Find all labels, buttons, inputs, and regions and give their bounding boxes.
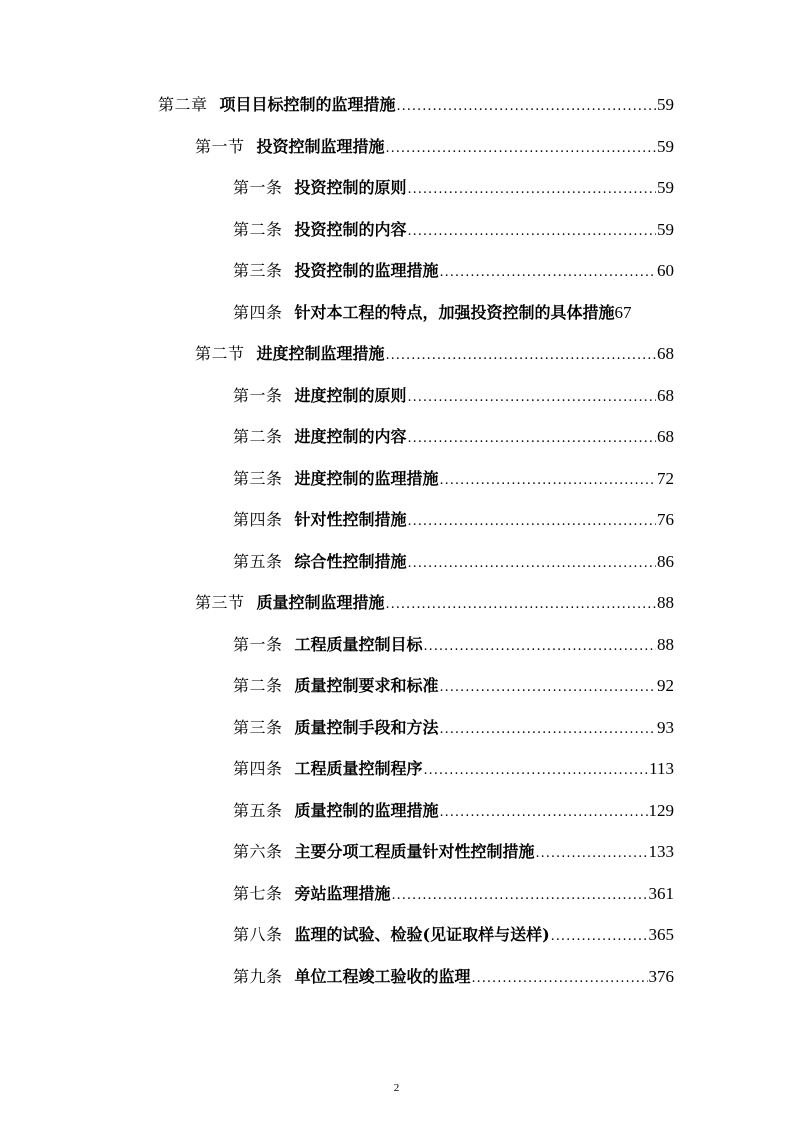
toc-entry[interactable] (158, 92, 674, 118)
toc-entry-number: 第一条 (233, 178, 283, 197)
toc-entry-page: 76 (657, 510, 674, 529)
toc-entry-title: 投资控制的内容 (294, 219, 407, 239)
toc-entry-title: 综合性控制措施 (294, 551, 407, 571)
toc-entry-title: 质量控制要求和标准 (294, 676, 439, 695)
toc-leader-dots (440, 675, 656, 701)
toc-entry[interactable] (233, 922, 674, 948)
page-number: 2 (393, 1082, 400, 1094)
toc-entry[interactable] (233, 507, 674, 533)
toc-leader-dots (440, 468, 656, 494)
toc-leader-dots (386, 343, 656, 369)
toc-entry-title: 进度控制的原则 (294, 385, 407, 405)
toc-entry-page: 92 (657, 676, 674, 695)
toc-entry[interactable] (233, 756, 674, 782)
toc-leader-dots (408, 426, 656, 452)
toc-entry-number: 第四条 (233, 759, 283, 778)
toc-entry-number: 第六条 (233, 842, 283, 861)
toc-entry-page: 129 (648, 800, 674, 820)
toc-entry-number: 第三节 (195, 593, 245, 612)
toc-leader-dots (386, 136, 656, 162)
toc-entry-number: 第四条 (233, 302, 283, 322)
toc-entry-number: 第二条 (233, 427, 283, 446)
toc-entry-page: 59 (657, 219, 674, 239)
toc-entry-title: 投资控制的监理措施 (294, 261, 439, 280)
toc-entry-number: 第一节 (195, 136, 245, 156)
toc-entry-title: 进度控制监理措施 (256, 344, 385, 363)
toc-entry-page: 376 (648, 966, 674, 986)
toc-entry-title: 项目目标控制的监理措施 (219, 95, 396, 114)
toc-entry-number: 第二节 (195, 344, 245, 363)
toc-entry-page: 68 (657, 427, 674, 446)
toc-entry[interactable] (233, 632, 674, 658)
toc-entry[interactable] (233, 715, 674, 741)
toc-entry[interactable] (233, 673, 674, 699)
toc-entry-title: 投资控制的原则 (294, 178, 407, 197)
toc-leader-dots (551, 924, 648, 950)
toc-entry-title: 旁站监理措施 (294, 883, 391, 903)
toc-entry-page: 365 (648, 925, 674, 944)
toc-entry-number: 第一条 (233, 634, 283, 654)
toc-entry-title: 监理的试验、检验(见证取样与送样) (294, 925, 550, 944)
toc-entry-title: 质量控制的监理措施 (294, 800, 439, 820)
toc-leader-dots (440, 260, 656, 286)
toc-entry-page: 88 (657, 634, 674, 654)
toc-entry-number: 第二条 (233, 676, 283, 695)
toc-entry-number: 第一条 (233, 385, 283, 405)
toc-leader-dots (397, 94, 656, 120)
toc-entry-number: 第二条 (233, 219, 283, 239)
toc-entry-page: 361 (648, 883, 674, 903)
toc-entry-page: 68 (657, 344, 674, 363)
toc-leader-dots (408, 509, 656, 535)
toc-entry-title: 工程质量控制程序 (294, 759, 423, 778)
toc-entry-page: 59 (657, 136, 674, 156)
toc-entry-page: 133 (648, 842, 674, 861)
toc-entry-number: 第五条 (233, 551, 283, 571)
toc-entry-title: 质量控制手段和方法 (294, 717, 439, 737)
toc-entry[interactable] (233, 258, 674, 284)
toc-entry-page: 86 (657, 551, 674, 571)
toc-leader-dots (536, 841, 648, 867)
toc-entry-number: 第四条 (233, 510, 283, 529)
toc-leader-dots (408, 219, 656, 245)
toc-entry-number: 第二章 (158, 95, 208, 114)
toc-entry[interactable] (233, 300, 674, 326)
toc-entry-number: 第三条 (233, 468, 283, 488)
toc-entry-page: 59 (657, 178, 674, 197)
toc-leader-dots (408, 177, 656, 203)
toc-entry-title: 质量控制监理措施 (256, 593, 385, 612)
toc-entry-title: 工程质量控制目标 (294, 634, 423, 654)
toc-leader-dots (472, 966, 648, 992)
toc-entry-title: 主要分项工程质量针对性控制措施 (294, 842, 535, 861)
toc-entry[interactable] (233, 383, 674, 409)
toc-entry-page: 68 (657, 385, 674, 405)
toc-entry-number: 第五条 (233, 800, 283, 820)
toc-leader-dots (424, 634, 656, 660)
toc-entry[interactable] (195, 590, 674, 616)
toc-entry-title: 针对本工程的特点，加强投资控制的具体措施 (294, 302, 615, 322)
toc-entry-page: 60 (657, 261, 674, 280)
toc-entry-title: 单位工程竣工验收的监理 (294, 966, 471, 986)
toc-entry-number: 第三条 (233, 717, 283, 737)
toc-leader-dots (392, 883, 648, 909)
toc-entry-title: 针对性控制措施 (294, 510, 407, 529)
toc-entry[interactable] (195, 134, 674, 160)
toc-entry-page: 72 (657, 468, 674, 488)
toc-entry-number: 第三条 (233, 261, 283, 280)
toc-entry-title: 投资控制监理措施 (256, 136, 385, 156)
toc-entry-title: 进度控制的内容 (294, 427, 407, 446)
toc-leader-dots (440, 717, 656, 743)
toc-entry-number: 第七条 (233, 883, 283, 903)
toc-leader-dots (424, 758, 649, 784)
toc-entry[interactable] (233, 424, 674, 450)
toc-entry[interactable] (233, 217, 674, 243)
toc-entry-page: 88 (657, 593, 674, 612)
toc-entry-page: 113 (649, 759, 674, 778)
toc-entry-page: 93 (657, 717, 674, 737)
toc-entry[interactable] (233, 466, 674, 492)
toc-entry-page: 59 (657, 95, 674, 114)
toc-entry[interactable] (233, 175, 674, 201)
toc-entry[interactable] (233, 964, 674, 990)
toc-entry[interactable] (233, 881, 674, 907)
toc-entry-title: 进度控制的监理措施 (294, 468, 439, 488)
toc-entry-page: 67 (614, 302, 632, 322)
toc-entry-number: 第八条 (233, 925, 283, 944)
toc-leader-dots (408, 551, 656, 577)
toc-entry[interactable] (233, 549, 674, 575)
toc-entry[interactable] (233, 839, 674, 865)
toc-leader-dots (440, 800, 648, 826)
toc-leader-dots (408, 385, 656, 411)
toc-entry[interactable] (233, 798, 674, 824)
toc-entry[interactable] (195, 341, 674, 367)
toc-leader-dots (386, 592, 656, 618)
toc-entry-number: 第九条 (233, 966, 283, 986)
